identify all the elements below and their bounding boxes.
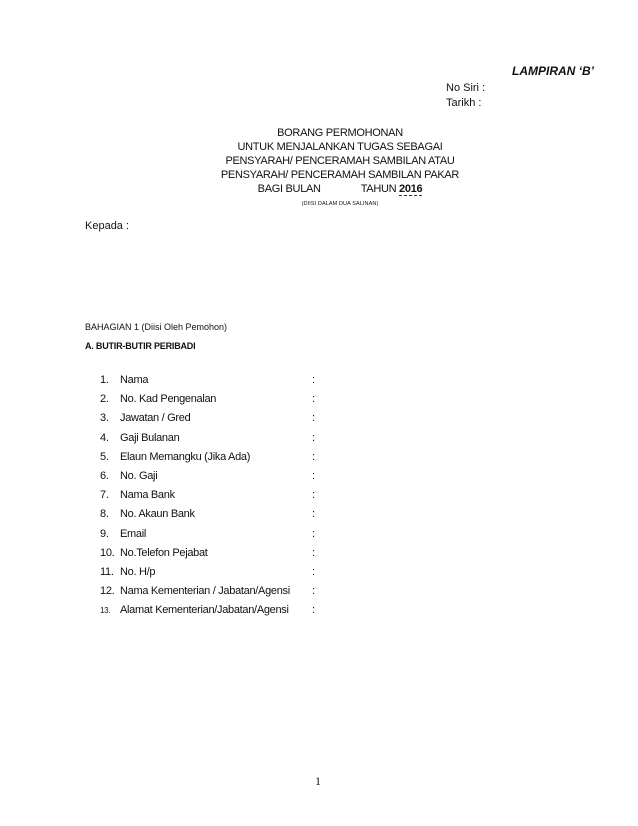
field-label: Nama Bank [120,489,175,502]
list-item [100,602,340,621]
field-label: Elaun Memangku (Jika Ada) [120,450,251,463]
tahun-label: TAHUN [360,183,397,195]
list-item [100,564,340,583]
field-colon: : [312,546,315,559]
field-number: 9. [100,527,109,540]
bahagian-heading: BAHAGIAN 1 (Diisi Oleh Pemohon) [85,322,228,332]
field-number: 5. [100,450,109,463]
field-colon: : [312,565,315,578]
kepada-label: Kepada : [85,220,130,232]
field-colon: : [312,393,315,406]
field-label: No. Akaun Bank [120,508,195,521]
field-label: Nama [120,374,149,386]
field-label: Nama Kementerian / Jabatan/Agensi [120,585,290,598]
list-item [100,506,340,525]
field-colon: : [312,431,315,444]
list-item [100,583,340,602]
field-number: 11. [100,565,114,578]
field-label: No. Kad Pengenalan [120,393,217,406]
field-colon: : [312,527,315,540]
no-siri-label: No Siri : [446,82,486,94]
title-line-3: PENSYARAH/ PENCERAMAH SAMBILAN ATAU [225,155,455,167]
form-title [150,126,530,196]
title-line-4: PENSYARAH/ PENCERAMAH SAMBILAN PAKAR [220,169,460,181]
field-colon: : [312,450,315,463]
list-item [100,545,340,564]
field-colon: : [312,508,315,521]
field-label: Alamat Kementerian/Jabatan/Agensi [120,604,289,617]
bulan-tahun-row [150,182,530,196]
field-colon: : [312,489,315,502]
field-label: Gaji Bulanan [120,431,180,444]
list-item [100,487,340,506]
field-colon: : [312,469,315,482]
list-item [100,372,340,391]
field-number: 13. [100,606,111,616]
list-item [100,430,340,449]
personal-details-list [100,372,340,621]
field-number: 7. [100,489,109,502]
list-item [100,468,340,487]
field-colon: : [312,374,315,386]
field-colon: : [312,412,315,425]
field-number: 4. [100,431,109,444]
list-item [100,449,340,468]
field-label: No.Telefon Pejabat [120,546,208,559]
tarikh-label: Tarikh : [446,97,482,109]
field-number: 6. [100,469,109,482]
field-number: 1. [100,374,109,386]
field-label: No. Gaji [120,469,158,482]
field-number: 10. [100,546,115,559]
field-label: Jawatan / Gred [120,412,191,425]
list-item [100,391,340,410]
lampiran-label: LAMPIRAN ‘B’ [512,64,594,78]
copies-note: (DIISI DALAM DUA SALINAN) [301,201,379,207]
field-number: 2. [100,393,109,406]
field-label: Email [120,527,147,540]
field-colon: : [312,604,315,617]
field-number: 8. [100,508,109,521]
title-line-2: UNTUK MENJALANKAN TUGAS SEBAGAI [237,141,443,153]
field-colon: : [312,585,315,598]
field-number: 12. [100,585,115,598]
title-line-1: BORANG PERMOHONAN [277,127,403,139]
field-label: No. H/p [120,565,156,578]
section-a-heading: A. BUTIR-BUTIR PERIBADI [85,341,196,351]
list-item [100,526,340,545]
field-number: 3. [100,412,109,425]
page-number: 1 [315,774,321,788]
list-item [100,410,340,429]
tahun-value: 2016 [399,183,423,195]
bulan-label: BAGI BULAN [257,183,321,195]
